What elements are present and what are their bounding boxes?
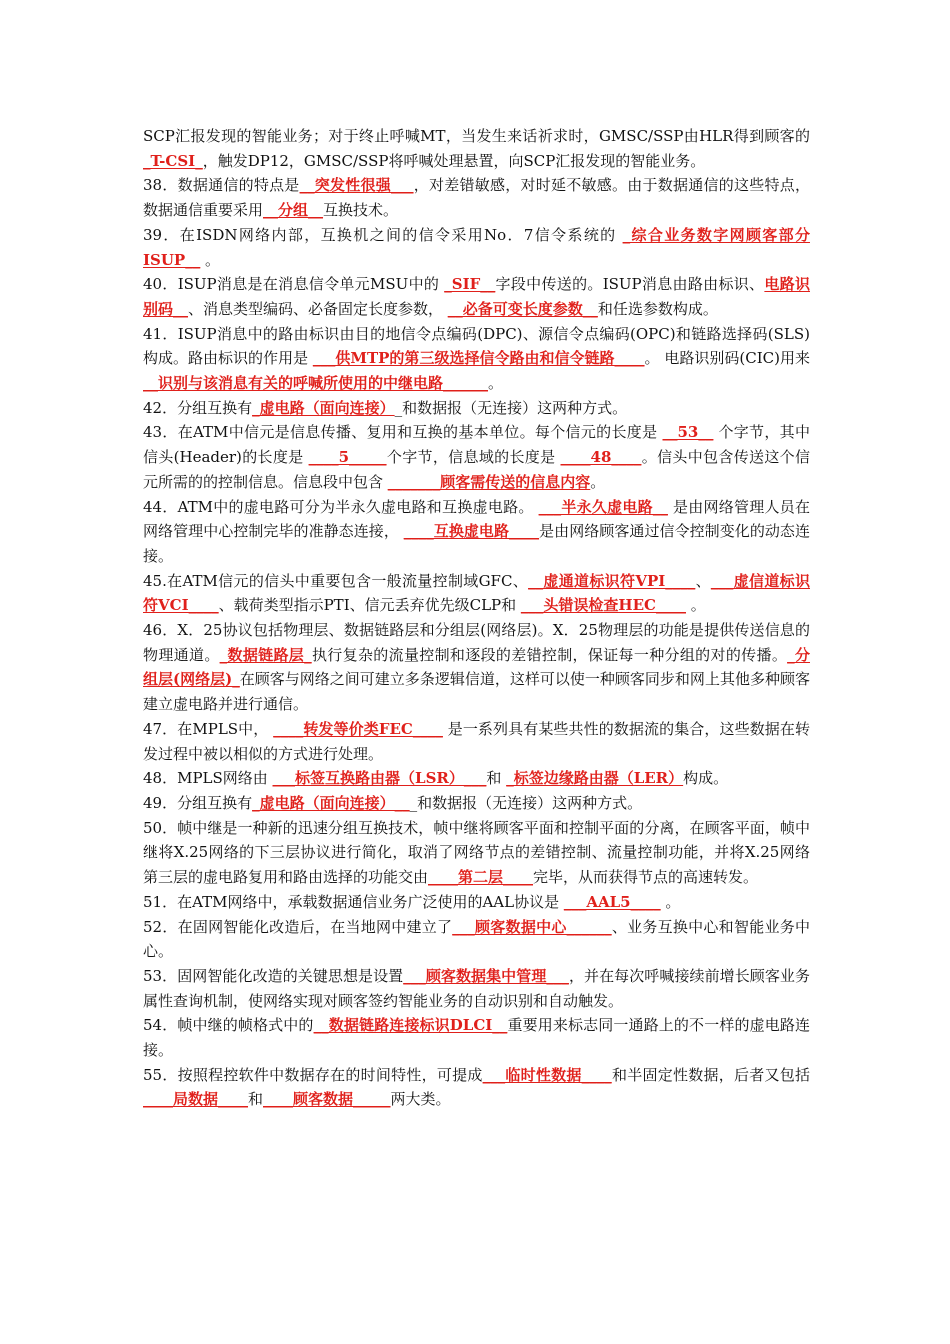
question-text: 48．MPLS网络由 xyxy=(143,769,273,788)
answer-text: _______顾客需传送的信息内容 xyxy=(387,472,591,491)
question-text: _和数据报（无连接）这两种方式。 xyxy=(409,793,643,812)
question-text: 和任选参数构成。 xyxy=(597,299,718,318)
question-text: 重要用来标志同一通路上的不一样的虚电路连接。 xyxy=(143,1016,811,1060)
question-text: 。 xyxy=(488,374,504,393)
question-paragraph xyxy=(143,1063,810,1112)
question-text: 44．ATM中的虚电路可分为半永久虚电路和互换虚电路。 xyxy=(143,497,539,516)
question-paragraph xyxy=(143,223,810,272)
question-paragraph xyxy=(143,322,810,396)
question-paragraph xyxy=(143,717,810,766)
answer-text: ___供MTP的第三级选择信令路由和信令链路____ xyxy=(312,349,645,368)
answer-text: __数据链路连接标识DLCI__ xyxy=(313,1016,508,1035)
question-paragraph xyxy=(143,1013,810,1062)
question-paragraph xyxy=(143,915,810,964)
answer-text: ____转发等价类FEC____ xyxy=(273,719,443,738)
question-text: 47．在MPLS中， xyxy=(143,719,274,738)
answer-text: _T-CSI_ xyxy=(143,151,203,170)
question-text: 55．按照程控软件中数据存在的时间特性，可提成 xyxy=(143,1065,483,1084)
answer-text: ____互换虚电路____ xyxy=(403,522,540,541)
question-text: 互换技术。 xyxy=(323,201,399,220)
question-text: 个字节，其中信头(Header)的长度是 xyxy=(143,423,810,467)
question-text: _和数据报（无连接）这两种方式。 xyxy=(394,398,628,417)
question-paragraph xyxy=(143,964,810,1013)
question-paragraph xyxy=(143,816,810,890)
answer-text: ___虚信道标识符VCI____ xyxy=(143,571,810,615)
question-text: 45.在ATM信元的信头中重要包含一般流量控制域GFC、 xyxy=(143,571,529,590)
answer-text: ____顾客数据_____ xyxy=(263,1090,391,1109)
question-text: ，并在每次呼喊接续前增长顾客业务属性查询机制，使网络实现对顾客签约智能业务的自动识别和自动触发。 xyxy=(143,966,810,1010)
answer-text: _标签边缘路由器（LER） xyxy=(506,769,684,788)
question-text: 完毕，从而获得节点的高速转发。 xyxy=(533,868,759,887)
question-paragraph xyxy=(143,173,810,222)
answer-text: __分组__ xyxy=(263,201,324,220)
question-text: 和 xyxy=(486,769,507,788)
question-text: 。信头中包含传送这个信元所需的的控制信息。信息段中包含 xyxy=(143,448,810,491)
answer-text: ___AAL5____ xyxy=(563,892,661,911)
question-text: 39．在ISDN网络内部，互换机之间的信令采用No．7信令系统的 xyxy=(143,225,623,244)
question-text: 40．ISUP消息是在消息信令单元MSU中的 xyxy=(143,275,445,294)
question-text: 49．分组互换有 xyxy=(143,793,253,812)
document-page xyxy=(143,124,810,1112)
question-paragraph xyxy=(143,791,810,816)
question-text: 、消息类型编码、必备固定长度参数， xyxy=(188,299,448,318)
question-text: 。 xyxy=(200,250,220,269)
question-text: 46．X．25协议包括物理层、数据链路层和分组层(网络层)。X．25物理层的功能是提供传送信息的物理通道。 xyxy=(143,621,810,664)
answer-text: ___半永久虚电路__ xyxy=(538,497,668,516)
question-text: 51．在ATM网络中，承载数据通信业务广泛使用的AAL协议是 xyxy=(143,892,564,911)
answer-text: _虚电路（面向连接）__ xyxy=(252,793,410,812)
question-text: 和 xyxy=(248,1090,264,1109)
answer-text: ____5_____ xyxy=(308,448,387,467)
answer-text: 电路识别码__ xyxy=(143,275,810,318)
question-text: 。 xyxy=(660,892,681,911)
question-paragraph xyxy=(143,569,810,618)
question-text: 43．在ATM中信元是信息传播、复用和互换的基本单位。每个信元的长度是 xyxy=(143,423,663,442)
question-text: 41．ISUP消息中的路由标识由目的地信令点编码(DPC)、源信令点编码(OPC)和链路选择码(SLS)构成。路由标识的作用是 xyxy=(143,324,810,368)
answer-text: __识别与该消息有关的呼喊所使用的中继电路______ xyxy=(143,374,489,393)
answer-text: ___标签互换路由器（LSR）___ xyxy=(272,769,487,788)
answer-text: ____局数据____ xyxy=(143,1090,249,1109)
question-paragraph xyxy=(143,396,810,421)
question-text: 两大类。 xyxy=(390,1090,451,1109)
question-text: 52．在固网智能化改造后，在当地网中建立了 xyxy=(143,917,453,936)
question-text: ，触发DP12，GMSC/SSP将呼喊处理悬置，向SCP汇报发现的智能业务。 xyxy=(202,151,706,170)
question-text: 53．固网智能化改造的关键思想是设置 xyxy=(143,966,404,985)
answer-text: __53__ xyxy=(662,423,714,442)
question-text: 。 电路识别码(CIC)用来 xyxy=(644,349,810,368)
question-text: 。 xyxy=(685,596,706,615)
question-paragraph xyxy=(143,124,810,173)
question-text: SCP汇报发现的智能业务；对于终止呼喊MT，当发生来话祈求时，GMSC/SSP由HLR得到顾客的 xyxy=(143,127,810,145)
question-text: 在顾客与网络之间可建立多条逻辑信道，这样可以使一种顾客同步和网上其他多种顾客建立虚电路并进行通信。 xyxy=(143,670,810,714)
answer-text: ____第二层____ xyxy=(428,868,534,887)
answer-text: ___顾客数据集中管理___ xyxy=(403,966,569,985)
question-text: 。 xyxy=(590,472,606,491)
question-paragraph xyxy=(143,272,810,321)
answer-text: __虚通道标识符VPI____ xyxy=(528,571,696,590)
question-text: 个字节，信息域的长度是 xyxy=(386,448,561,467)
question-text: 和半固定性数据，后者又包括 xyxy=(611,1065,810,1084)
answer-text: ____48____ xyxy=(560,448,642,467)
question-text: 是一系列具有某些共性的数据流的集合，这些数据在转发过程中被以相似的方式进行处理。 xyxy=(143,719,810,763)
question-text: 执行复杂的流量控制和逐段的差错控制，保证每一种分组的对的传播。 xyxy=(311,645,788,664)
answer-text: _SIF__ xyxy=(444,275,496,294)
answer-text: _虚电路（面向连接） xyxy=(252,398,395,417)
answer-text: ___临时性数据____ xyxy=(482,1065,612,1084)
question-paragraph xyxy=(143,420,810,494)
question-text: 、业务互换中心和智能业务中心。 xyxy=(143,917,810,961)
answer-text: ___头错误检查HEC____ xyxy=(520,596,686,615)
question-text: 构成。 xyxy=(683,769,729,788)
question-paragraph xyxy=(143,618,810,717)
question-paragraph xyxy=(143,890,810,915)
answer-text: _综合业务数字网顾客部分ISUP__ xyxy=(143,225,810,269)
answer-text: ___顾客数据中心______ xyxy=(452,917,612,936)
question-paragraph xyxy=(143,495,810,569)
answer-text: __必备可变长度参数__ xyxy=(447,299,598,318)
question-paragraph xyxy=(143,766,810,791)
question-text: 38．数据通信的特点是 xyxy=(143,176,300,195)
question-text: 、载荷类型指示PTI、信元丢弃优先级CLP和 xyxy=(218,596,521,615)
question-text: 是由网络管理人员在网络管理中心控制完毕的准静态连接， xyxy=(143,497,810,541)
question-text: 54．帧中继的帧格式中的 xyxy=(143,1016,314,1035)
question-text: 、 xyxy=(695,571,711,590)
answer-text: __突发性很强___ xyxy=(299,176,414,195)
answer-text: _数据链路层_ xyxy=(219,645,312,664)
question-text: 字段中传送的。ISUP消息由路由标识、 xyxy=(495,275,765,294)
question-text: 42．分组互换有 xyxy=(143,398,253,417)
question-text: 50．帧中继是一种新的迅速分组互换技术，帧中继将顾客平面和控制平面的分离，在顾客平面，帧中继将X.25网络的下三层协议进行简化，取消了网络节点的差错控制、流量控制功能，并将X.25网络第三层的虚电路复用和路由选择的功能交由 xyxy=(143,818,810,887)
question-text: ，对差错敏感，对时延不敏感。由于数据通信的这些特点，数据通信重要采用 xyxy=(143,176,810,220)
question-text: 是由网络顾客通过信令控制变化的动态连接。 xyxy=(143,522,810,565)
answer-text: _分组层(网络层)_ xyxy=(143,645,810,689)
